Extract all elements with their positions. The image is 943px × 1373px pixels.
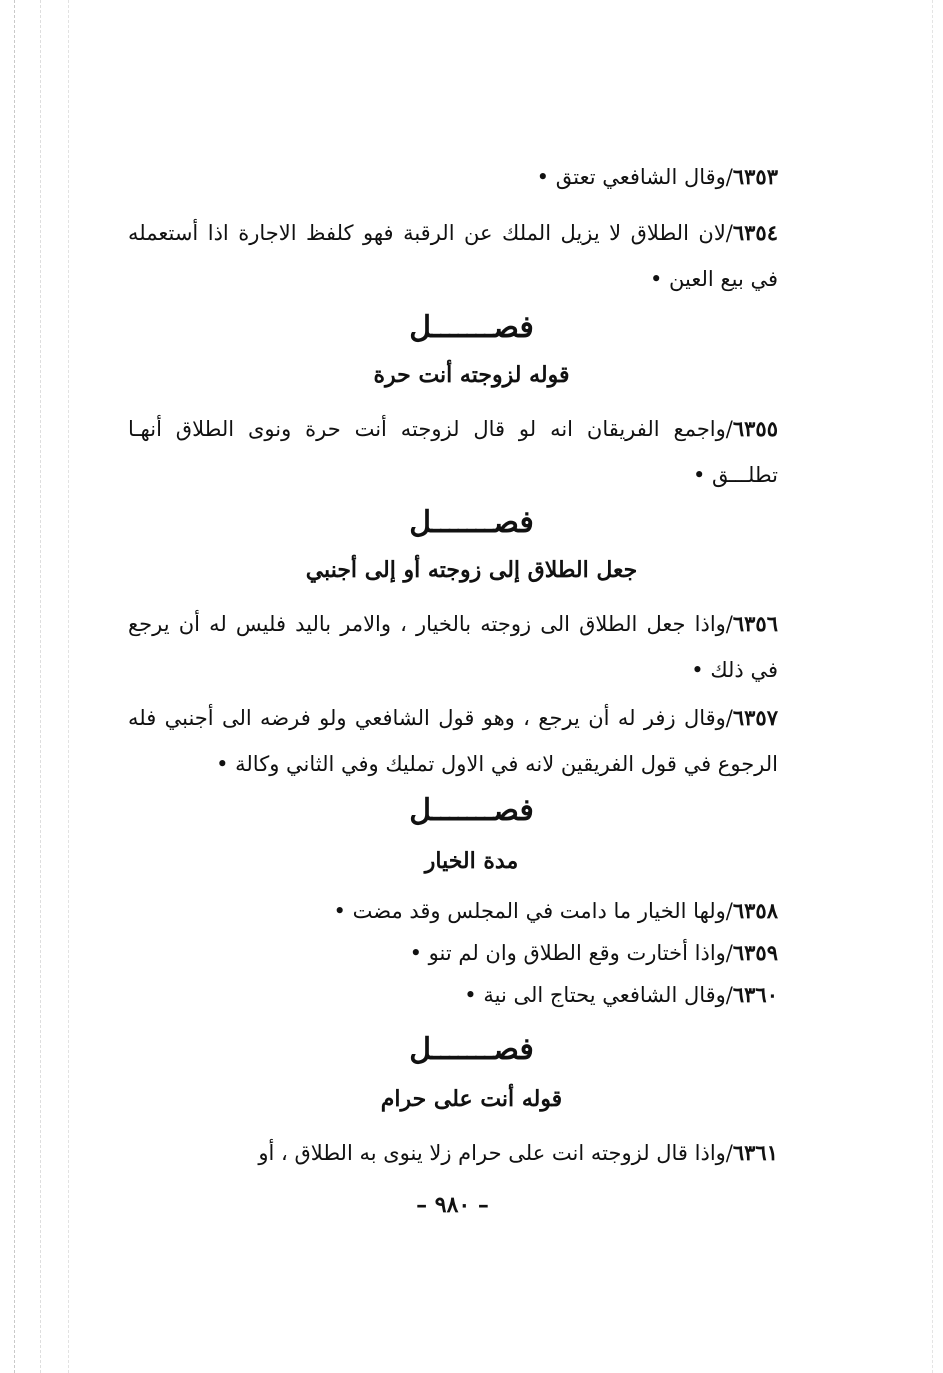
entry-6361: [128, 1130, 778, 1176]
section-subtitle: مدة الخيار: [424, 848, 519, 874]
entry-number: ٦٣٦١: [732, 1140, 778, 1165]
entry-number: ٦٣٥٧: [732, 705, 778, 730]
entry-6355: [128, 406, 778, 498]
entry-6360: [464, 982, 778, 1007]
entry-text: /لان الطلاق لا يزيل الملك عن الرقبة فهو كلفظ الاجارة اذا أستعمله في بيع العين •: [128, 221, 778, 291]
entry-6356: [128, 601, 778, 693]
section-title: فصـــــــل: [409, 793, 534, 828]
entry-text: /واجمع الفريقان انه لو قال لزوجته أنت حرة ونوى الطلاق أنهـا تطلـــق •: [128, 417, 778, 487]
entry-6359: [410, 940, 778, 965]
entry-6357: [128, 695, 778, 787]
section-subtitle: جعل الطلاق إلى زوجته أو إلى أجنبي: [305, 557, 638, 583]
entry-text: /وقال الشافعي تعتق •: [536, 165, 733, 189]
scan-guide-line: [68, 0, 69, 1373]
section-title: فصـــــــل: [409, 505, 534, 540]
entry-number: ٦٣٥٩: [732, 940, 778, 965]
scan-guide-line: [14, 0, 15, 1373]
scan-guide-line: [40, 0, 41, 1373]
entry-number: ٦٣٥٣: [732, 164, 778, 189]
section-title: فصـــــــل: [409, 1032, 534, 1067]
entry-text: /واذا أختارت وقع الطلاق وان لم تنو •: [409, 941, 733, 965]
entry-6358: [334, 898, 778, 923]
section-subtitle: قوله لزوجته أنت حرة: [373, 362, 570, 388]
entry-number: ٦٣٥٦: [732, 611, 778, 636]
section-subtitle: قوله أنت على حرام: [380, 1086, 563, 1112]
entry-number: ٦٣٥٨: [732, 898, 778, 923]
entry-text: /واذا جعل الطلاق الى زوجته بالخيار ، والامر باليد فليس له أن يرجع في ذلك •: [128, 612, 778, 682]
entry-number: ٦٣٦٠: [732, 982, 778, 1007]
entry-text: /وقال زفر له أن يرجع ، وهو قول الشافعي ولو فرضه الى أجنبي فله الرجوع في قول الفريقين لانه في الاول تمليك وفي الثاني وكالة •: [128, 706, 778, 776]
entry-number: ٦٣٥٤: [732, 220, 778, 245]
entry-6354: [128, 210, 778, 302]
entry-number: ٦٣٥٥: [732, 416, 778, 441]
page-number: – ٩٨٠ –: [416, 1192, 489, 1218]
entry-text: /واذا قال لزوجته انت على حرام زلا ينوى به الطلاق ، أو: [258, 1141, 733, 1165]
entry-text: /وقال الشافعي يحتاج الى نية •: [464, 983, 733, 1007]
entry-text: /ولها الخيار ما دامت في المجلس وقد مضت •: [333, 899, 733, 923]
scan-guide-line: [932, 0, 933, 1373]
section-title: فصـــــــل: [409, 310, 534, 345]
entry-6353: [537, 164, 778, 189]
